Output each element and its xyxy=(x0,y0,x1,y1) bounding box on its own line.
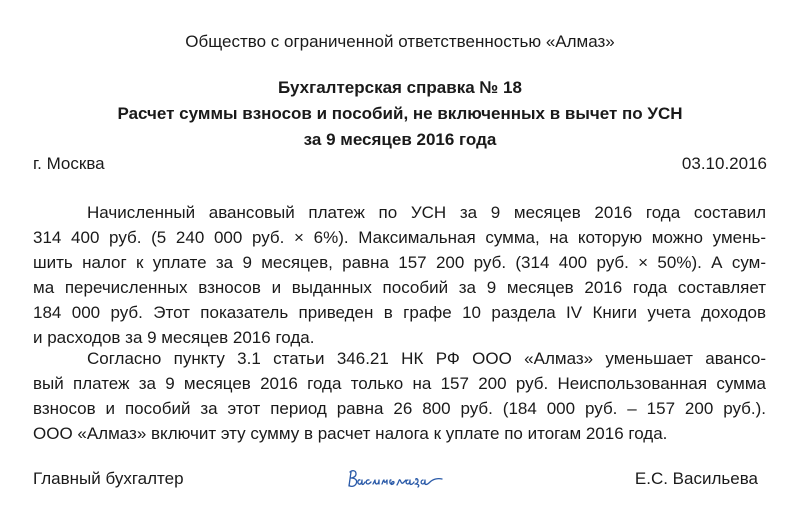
paragraph-line: и расходов за 9 месяцев 2016 года. xyxy=(33,328,315,348)
paragraph-line: ООО «Алмаз» включит эту сумму в расчет налога к уплате по итогам 2016 года. xyxy=(33,424,668,444)
document-city: г. Москва xyxy=(33,154,105,173)
paragraph-line: 314 400 руб. (5 240 000 руб. × 6%). Максимальная сумма, на которую можно умень- xyxy=(33,228,766,248)
document-title: Бухгалтерская справка № 18 xyxy=(278,78,522,97)
paragraph-line: вый платеж за 9 месяцев 2016 года только на 157 200 руб. Неиспользованная сумма xyxy=(33,374,766,394)
paragraph-2 xyxy=(33,346,766,446)
paragraph-line: Согласно пункту 3.1 статьи 346.21 НК РФ ООО «Алмаз» уменьшает аванco- xyxy=(87,349,766,368)
paragraph-line: 184 000 руб. Этот показатель приведен в графе 10 раздела IV Книги учета доходов xyxy=(33,303,766,323)
signer-position: Главный бухгалтер xyxy=(33,469,184,488)
paragraph-1 xyxy=(33,200,766,351)
document-period: за 9 месяцев 2016 года xyxy=(303,130,497,149)
paragraph-line: Начисленный авансовый платеж по УСН за 9 месяцев 2016 года составил xyxy=(87,203,766,222)
document-subtitle: Расчет суммы взносов и пособий, не включенных в вычет по УСН xyxy=(117,104,683,123)
organization-name: Общество с ограниченной ответственностью «Алмаз» xyxy=(185,32,615,51)
paragraph-line: ма перечисленных взносов и выданных пособий за 9 месяцев 2016 года составляет xyxy=(33,278,766,298)
signer-name: Е.С. Васильева xyxy=(634,469,758,488)
document-date: 03.10.2016 xyxy=(681,154,767,173)
handwritten-signature xyxy=(346,464,446,494)
paragraph-line: шить налог к уплате за 9 месяцев, равна 157 200 руб. (314 400 руб. × 50%). А сум- xyxy=(33,253,766,273)
paragraph-line: взносов и пособий за этот период равна 26 800 руб. (184 000 руб. – 157 200 руб.). xyxy=(33,399,766,419)
